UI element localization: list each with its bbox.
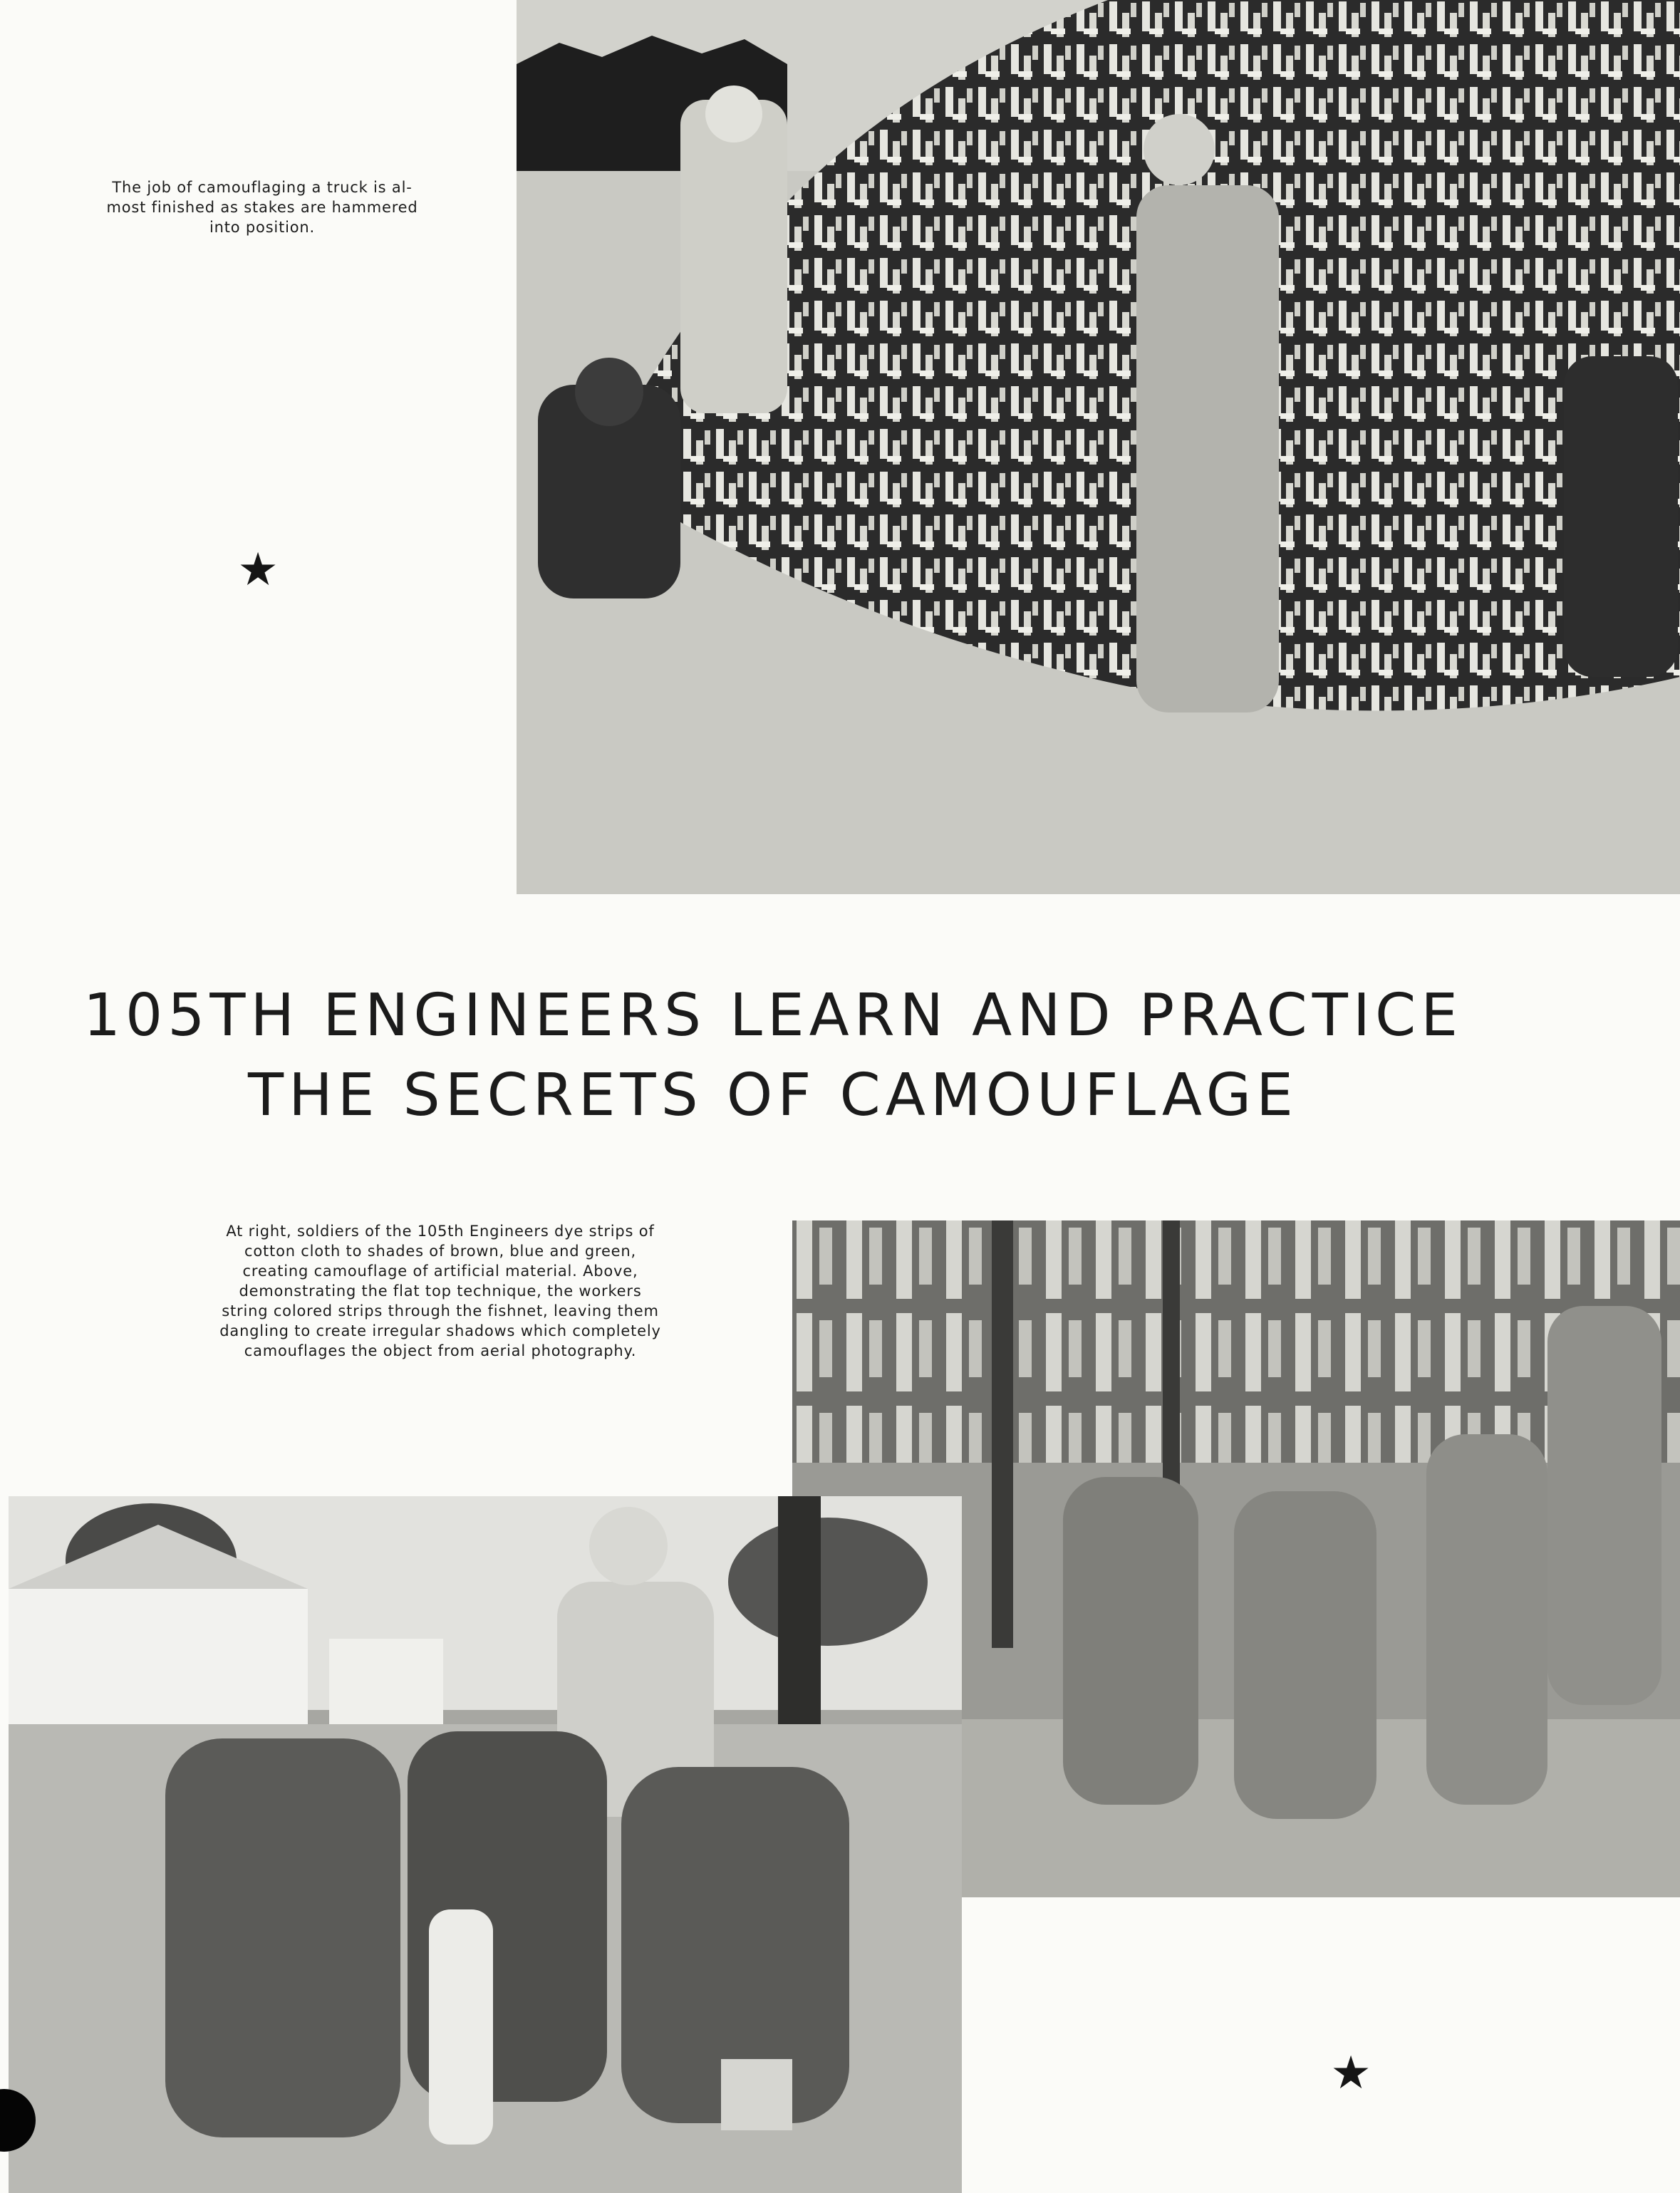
headline-line-2: THE SECRETS OF CAMOUFLAGE <box>248 1062 1298 1129</box>
top-photo-caption: The job of camouflaging a truck is al- most finished as stakes are hammered into position. <box>106 179 418 236</box>
photo-camouflaging-truck <box>517 0 1680 894</box>
photo-dyeing-cloth <box>9 1496 962 2193</box>
headline-line-1: 105TH ENGINEERS LEARN AND PRACTICE <box>83 982 1463 1049</box>
star-icon: ★ <box>1330 2047 1372 2100</box>
middle-photo-caption: At right, soldiers of the 105th Engineers dye strips of cotton cloth to shades of brown, blue and green, creating camouflage of artificial material. Above, demonstrating the flat top technique, the workers string colored strips through the fishnet, leaving them dangling to create irregular shadows which completely camouflages the object from aerial photography. <box>219 1223 661 1359</box>
star-icon: ★ <box>237 544 279 596</box>
